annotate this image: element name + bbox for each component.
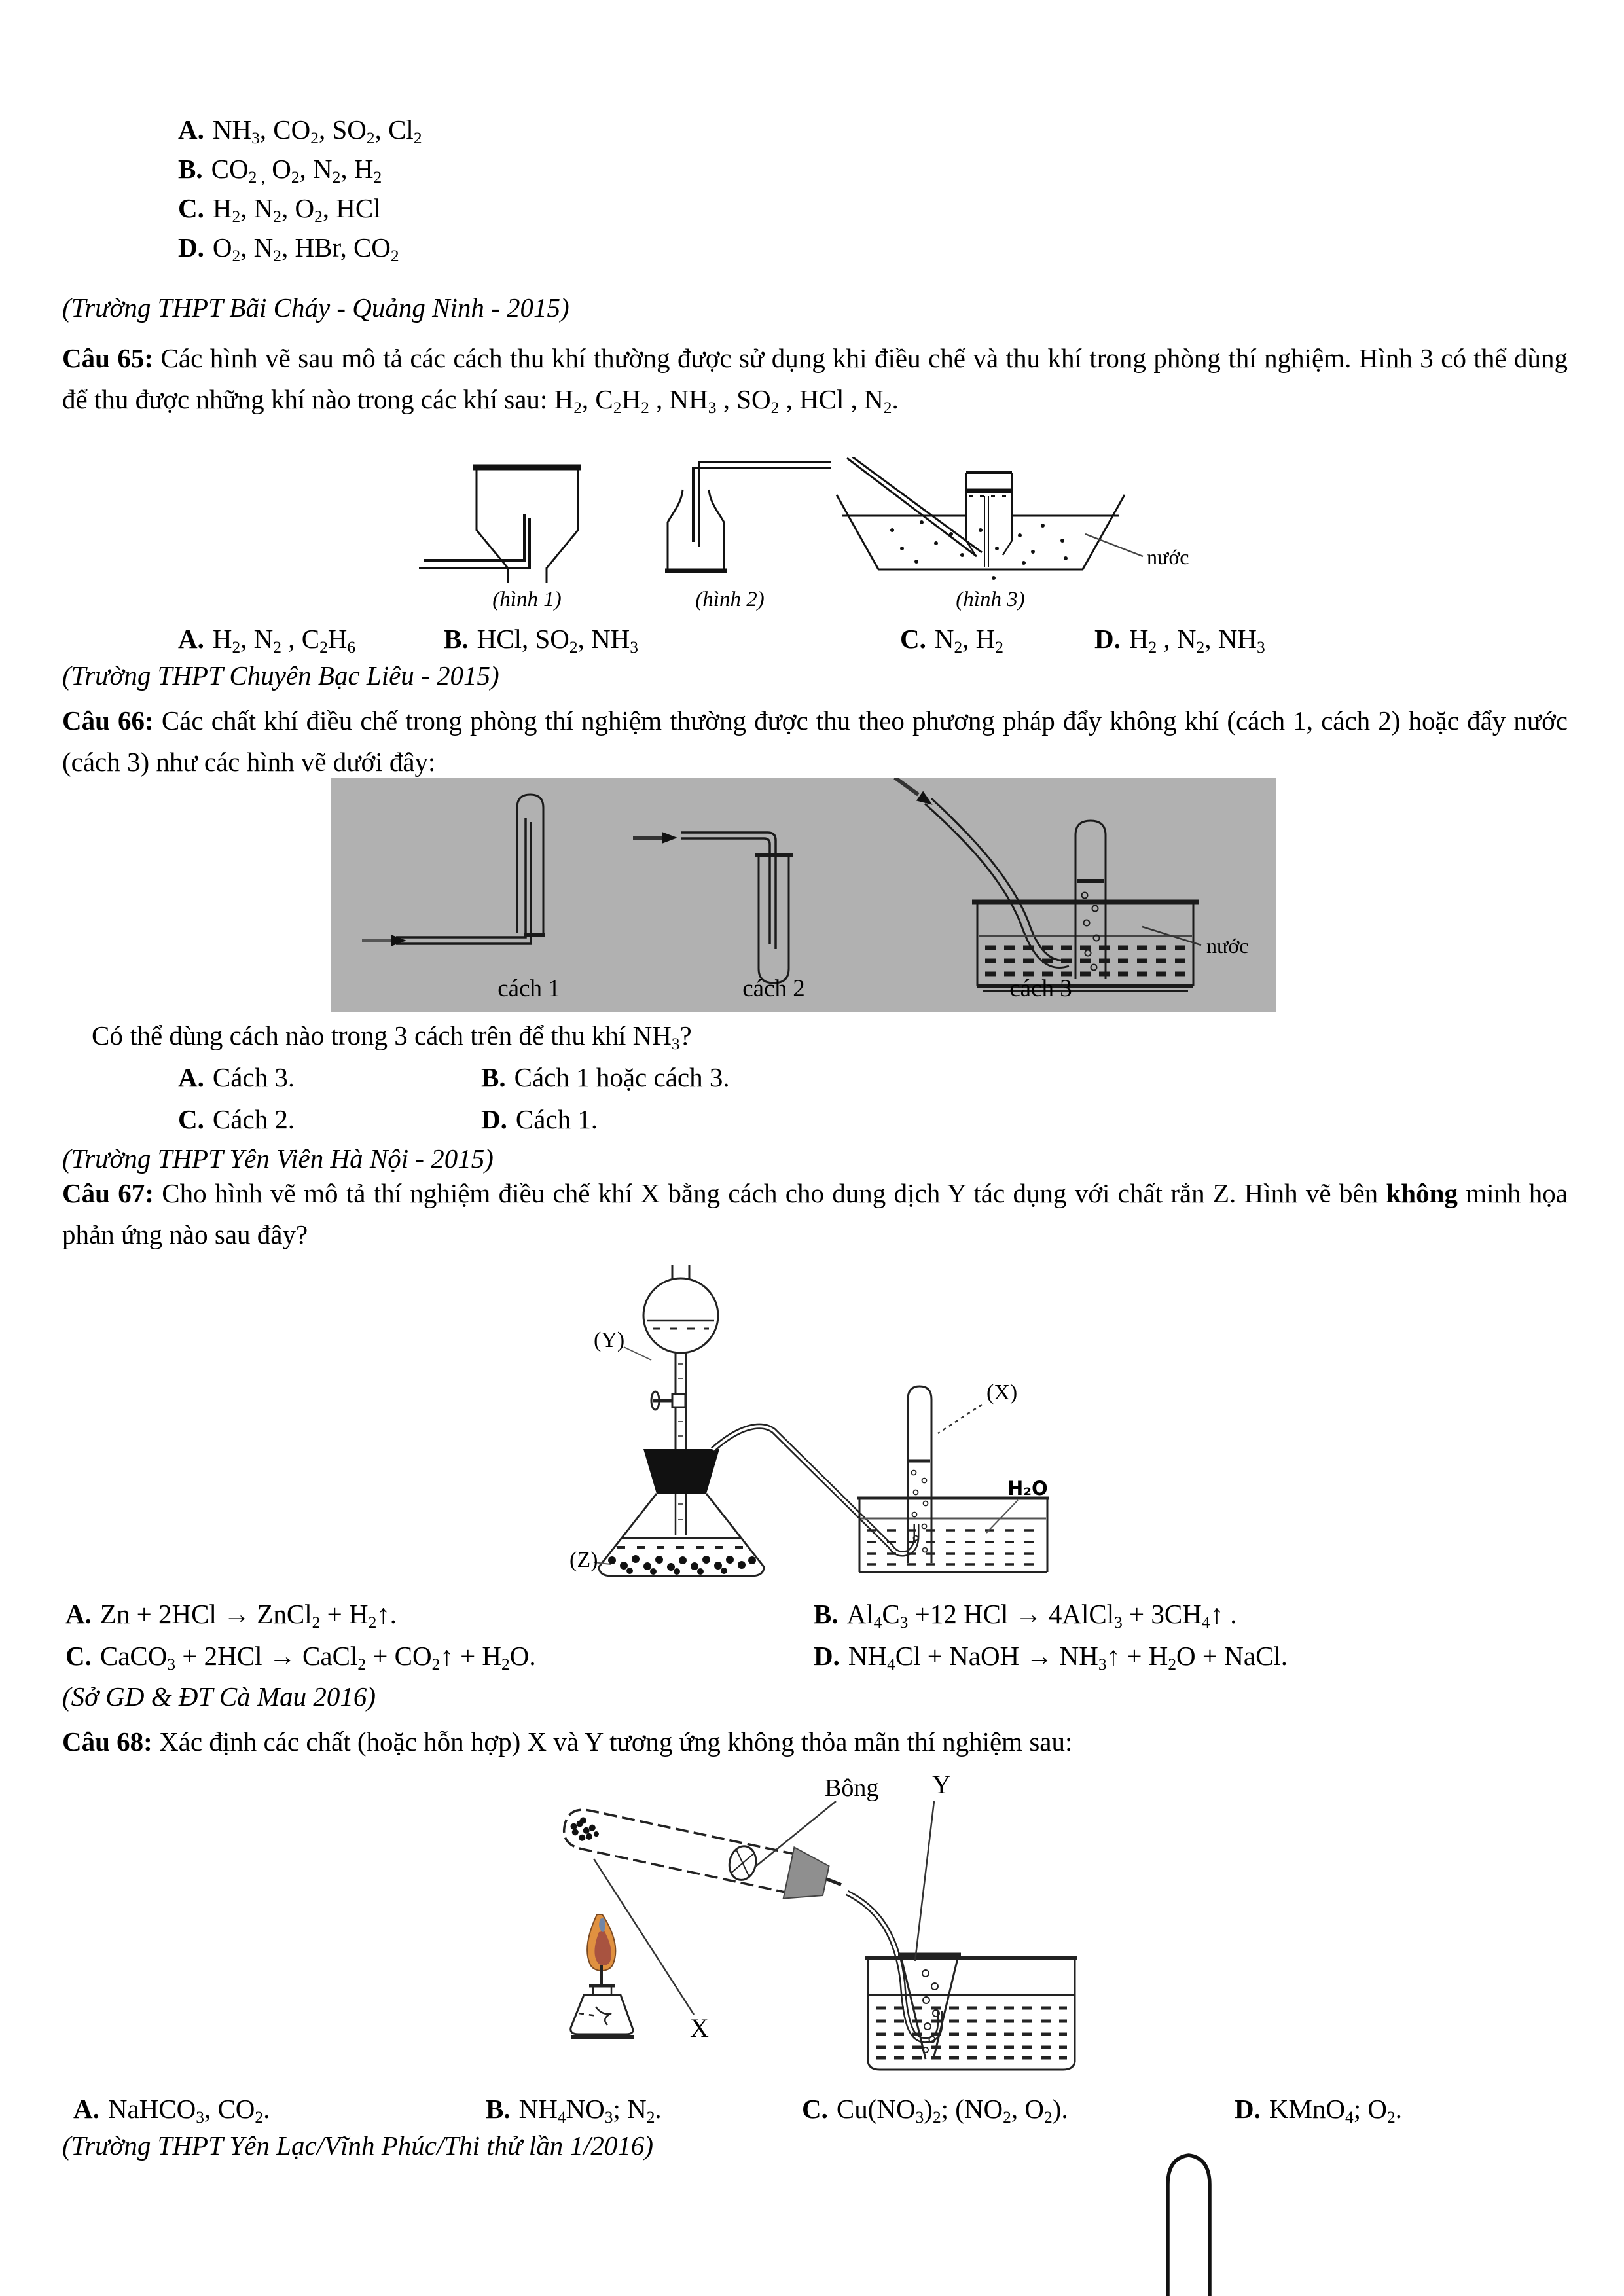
school-source: (Trường THPT Yên Viên Hà Nội - 2015) [62,1143,494,1174]
option-row [802,2089,1068,2128]
cotton-plug [727,1844,759,1882]
option-row [178,1100,295,1139]
option-row [65,1594,397,1634]
question-65 [62,338,1568,420]
option-text: CaCO$_3$ + 2HCl → CaCl$_2$ + $CO_2↑ + H_2O$. [99,1641,536,1674]
question-text: Xác định các chất (hoặc hỗn hợp) X và Y tương ứng không thỏa mãn thí nghiệm sau: [159,1727,1073,1757]
figure-3-label: (hình 3) [956,588,1025,611]
delivery-tube [847,1893,940,2040]
option-text: Cách 1 hoặc cách 3. [514,1062,730,1092]
option-letter: A. [178,1062,204,1092]
z-label: (Z) [569,1548,598,1572]
option-row [178,228,422,267]
option-row [178,188,422,228]
solid-reagent-z [608,1555,756,1575]
question-67 [62,1173,1568,1255]
option-row [444,619,638,658]
option-letter: C. [178,193,204,223]
q67-options-row-1 [0,1594,1624,1636]
solid-sample-x [568,1815,602,1844]
option-text: $Cu(NO_3)_2$; ($NO_2$, $O_2$). [836,2094,1068,2127]
q66-options-row-1 [0,1058,1624,1098]
option-text: Zn + 2HCl → ZnCl$_2$ + $H_2↑$. [99,1599,397,1632]
option-row [900,619,1003,658]
option-text: $Al_4C_3 +12$ HCl → 4AlCl$_3$ + $3CH_4↑$ . [846,1599,1237,1632]
option-text: Cách 1. [515,1104,598,1134]
option-row [814,1594,1237,1634]
figure-q68-heated-tube [505,1767,1081,2075]
upright-bottle-figure [665,462,831,571]
x-label: (X) [986,1380,1018,1405]
option-row [481,1058,730,1097]
option-letter: A. [178,115,204,145]
q68-options-row [0,2089,1624,2130]
option-letter: A. [178,624,204,654]
option-row [1235,2089,1402,2128]
option-text: NaHCO$_3$, $CO_2$. [107,2094,270,2127]
x-label: X [690,2013,709,2043]
water-beaker [865,1958,1077,2070]
option-row [1094,619,1265,658]
tube-stopper [784,1847,831,1906]
q65-options-row [0,619,1624,660]
stem-graduations [678,1364,683,1520]
collection-test-tube [908,1386,931,1563]
option-row [73,2089,270,2128]
option-letter: D. [814,1641,840,1671]
cotton-label: Bông [825,1774,879,1802]
option-text: $NH_4NO_3$; $N_2$. [518,2094,662,2127]
option-letter: A. [65,1599,92,1629]
option-row [65,1636,536,1676]
h2o-pointer-line [986,1500,1018,1533]
method-3-label: cách 3 [1009,975,1072,1002]
inverted-jar-figure [419,467,581,583]
option-letter: B. [481,1062,506,1092]
option-row [178,619,355,658]
water-trough-figure [837,457,1143,580]
x-pointer-line [938,1405,982,1433]
spirit-lamp [571,1914,634,2037]
option-row [481,1100,598,1139]
school-source: (Sở GD & ĐT Cà Mau 2016) [62,1681,376,1712]
option-letter: B. [486,2094,511,2124]
school-source: (Trường THPT Bãi Cháy - Quảng Ninh - 2015) [62,293,569,323]
erlenmeyer-flask [594,1494,764,1576]
water-beaker [857,1498,1049,1572]
q66-options-row-2 [0,1100,1624,1140]
y-pointer-line [915,1801,934,1961]
option-letter: B. [814,1599,839,1629]
question-68 [62,1721,1568,1763]
option-letter: D. [178,232,204,262]
school-source: (Trường THPT Chuyên Bạc Liêu - 2015) [62,660,499,691]
option-letter: A. [73,2094,99,2124]
option-row [178,110,422,149]
option-text: KMnO$_4$; $O_2$. [1269,2094,1402,2127]
question-text: Cho hình vẽ mô tả thí nghiệm điều chế khí X bằng cách cho dung dịch Y tác dụng với chất rắn Z. Hình vẽ bên không minh họa phản ứng nào sau đây? [62,1178,1568,1249]
option-letter: B. [178,154,203,184]
water-label: nước [1206,934,1249,958]
question-number: Câu 66: [62,706,154,736]
water-label: nước [1147,545,1189,569]
question-number: Câu 68: [62,1727,153,1757]
option-row [178,149,422,188]
figure-1-label: (hình 1) [492,588,562,611]
question-text: Các hình vẽ sau mô tả các cách thu khí thường được sử dụng khi điều chế và thu khí trong phòng thí nghiệm. Hình 3 có thể dùng để thu được những khí nào trong các khí sau: $H_2$, $C_2H_2$ , $NH_3$ , $SO_2$ , HCl , $N_2$. [62,343,1568,418]
question-66 [62,700,1568,783]
option-text: Cách 3. [212,1062,295,1092]
option-text: $N_2$, $H_2$ [934,624,1003,657]
option-letter: C. [900,624,926,654]
option-text: $H_2$ , $N_2$, $NH_3$ [1128,624,1265,657]
option-text: $NH_4Cl$ + NaOH → $NH_3↑ + H_2O$ + NaCl. [848,1641,1288,1674]
bubbles [912,1471,928,1552]
method-1-label: cách 1 [497,975,560,1002]
intro-options-block [178,110,422,267]
option-text: HCl, $SO_2$, $NH_3$ [477,624,638,657]
option-text: $NH_3$, $CO_2$, $SO_2$, $Cl_2$ [212,115,422,148]
h2o-label: H₂O [1007,1477,1048,1499]
option-letter: C. [178,1104,204,1134]
option-text: $H_2$, $N_2$ , $C_2H_6$ [212,624,356,657]
option-text: $O_2$, $N_2$, HBr, $CO_2$ [212,232,399,266]
option-text: Cách 2. [212,1104,295,1134]
question-text: Các chất khí điều chế trong phòng thí nghiệm thường được thu theo phương pháp đẩy không khí (cách 1, cách 2) hoặc đẩy nước (cách 3) như các hình vẽ dưới đây: [62,706,1568,777]
stopcock [651,1391,685,1410]
option-row [178,1058,295,1097]
question-number: Câu 67: [62,1178,154,1208]
option-letter: D. [1235,2094,1261,2124]
option-text: $CO_{2 ,}$ $O_2$, $N_2$, $H_2$ [211,154,382,187]
heated-test-tube [559,1800,846,1910]
school-source: (Trường THPT Yên Lạc/Vĩnh Phúc/Thi thử lần 1/2016) [62,2130,654,2161]
option-text: $H_2$, $N_2$, $O_2$, HCl [212,193,381,226]
q66-sub-question: Có thể dùng cách nào trong 3 cách trên để thu khí $NH_3$? [92,1020,692,1054]
option-letter: D. [1094,624,1121,654]
rubber-stopper [643,1449,719,1494]
y-label: (Y) [594,1328,625,1352]
option-letter: D. [481,1104,507,1134]
partial-test-tube-next-figure [1163,2149,1215,2296]
option-letter: C. [65,1641,92,1671]
method-2-label: cách 2 [742,975,805,1002]
figure-2-label: (hình 2) [695,588,765,611]
question-number: Câu 65: [62,343,154,373]
alcohol-wick [596,2007,611,2025]
option-row [486,2089,662,2128]
y-label: Y [932,1770,951,1799]
delivery-tube [713,1426,916,1554]
figure-q66-collection-methods [331,778,1276,1012]
option-letter: B. [444,624,469,654]
figure-q65-gas-collection [405,457,1229,617]
figure-q67-gas-generator [560,1265,1077,1580]
option-letter: C. [802,2094,828,2124]
option-row [814,1636,1288,1676]
q67-options-row-2 [0,1636,1624,1678]
